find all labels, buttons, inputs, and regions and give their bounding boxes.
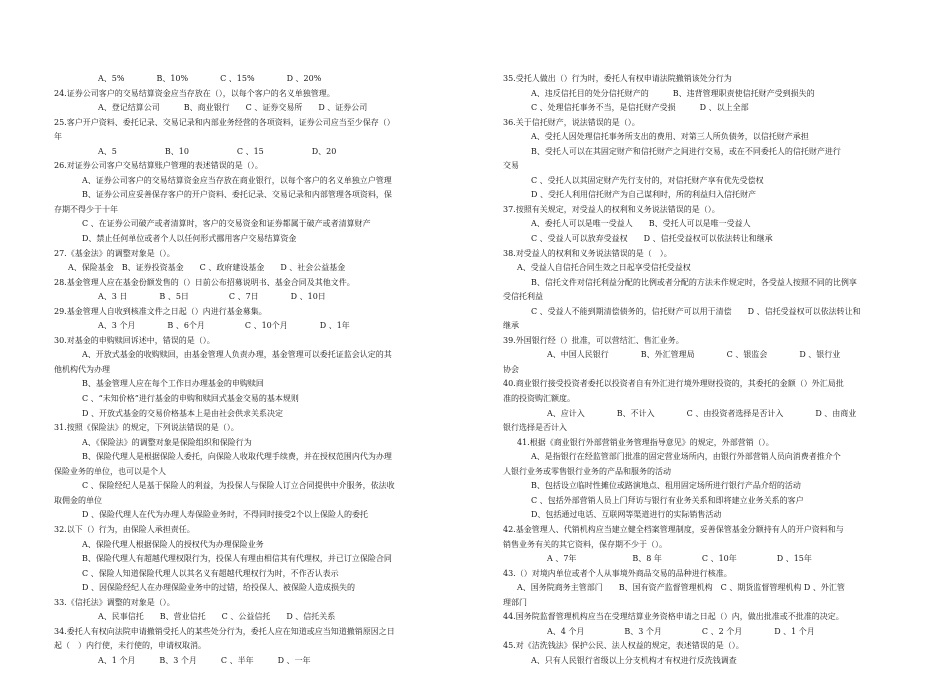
- text-line: 协会: [503, 364, 519, 374]
- text-line: 30.对基金的申购赎回诉述中，错误的是（）。: [54, 335, 215, 345]
- text-line: C 、包括外部营销人员上门拜访与银行有业务关系和即将建立业务关系的客户: [531, 495, 804, 505]
- text-line: C 、保险经纪人是基于保险人的利益，为投保人与保险人订立合同提供中介服务，依法收: [82, 481, 395, 491]
- text-line: 27.《基金法》的调整对象是（）。: [54, 248, 175, 258]
- text-line: A、中国人民银行 B、外汇管理局 C 、银监会 D 、银行业: [547, 350, 841, 360]
- left-column: [54, 72, 459, 668]
- text-line: 交易: [503, 161, 519, 171]
- text-line: 理部门: [503, 597, 527, 607]
- text-line: D 、受托人利用信托财产为自己谋利时，所的利益归入信托财产: [531, 190, 756, 200]
- text-line: A、登记结算公司 B、商业银行 C 、证券交易所 D 、证券公司: [98, 103, 368, 113]
- text-line: A、民事信托 B、营业信托 C 、公益信托 D 、信托关系: [98, 612, 336, 622]
- text-line: 年: [54, 132, 62, 142]
- text-line: B、信托文件对信托利益分配的比例或者分配的方法未作规定时，各受益人按照不同的比例享: [531, 277, 857, 287]
- text-line: A、应计入 B、不计入 C 、由投资者选择是否计入 D 、由商业: [547, 408, 857, 418]
- text-line: 41.根据《商业银行外部营销业务管理指导意见》的规定，外部营销（）。: [517, 437, 774, 447]
- text-line: 他机构代为办理: [54, 364, 110, 374]
- text-line: A、是指银行在经监管部门批准的固定营业场所内，由银行外部营销人员向消费者推介个: [531, 452, 841, 462]
- text-line: 起（ ）内行使，未行使的，申请权取消。: [54, 641, 206, 651]
- text-line: B、保险代理人有超越代理权限行为，投保人有理由相信其有代理权，并已订立保险合同: [82, 554, 392, 564]
- text-line: 25.客户开户资料、委托记录、交易记录和内部业务经营的各项资料，证券公司应当至少保存（）: [54, 117, 395, 127]
- text-line: B、包括设立临时性摊位或路演地点、租用固定场所进行银行产品介绍的活动: [531, 481, 801, 491]
- text-line: C 、受托人以其固定财产先行支付的，对信托财产享有优先受偿权: [531, 175, 764, 185]
- text-line: 银行选择是否计入: [503, 423, 567, 433]
- text-line: 32.以下（）行为，由保险人承担责任。: [54, 524, 195, 534]
- text-line: 37.按照有关规定，对受益人的权利和义务说法错误的是（）。: [503, 204, 720, 214]
- text-line: B、保险代理人是根据保险人委托，向保险人收取代理手续费，并在授权范围内代为办理: [82, 452, 392, 462]
- text-line: 准的投资购汇额度。: [503, 394, 575, 404]
- text-line: A、只有人民银行省级以上分支机构才有权进行反洗钱调查: [531, 655, 737, 665]
- text-line: A、3 个月 B 、6个月 C 、10个月 D 、1年: [98, 321, 350, 331]
- text-line: A、违反信托目的处分信托财产的 B、违背管理职责使信托财产受到损失的: [531, 88, 815, 98]
- text-line: D、包括通过电话、互联网等渠道进行的实际销售活动: [531, 510, 722, 520]
- text-line: A、国务院商务主管部门 B、国有资产监督管理机构 C 、期货监督管理机构 D 、外汇管: [517, 583, 845, 593]
- text-line: 38.对受益人的权利和义务说法错误的是（ ）。: [503, 248, 672, 258]
- right-column: [503, 72, 903, 668]
- text-line: A、受益人自信托合同生效之日起享受信托受益权: [517, 263, 691, 273]
- text-line: A、委托人可以是唯一受益人 B、受托人可以是唯一受益人: [531, 219, 751, 229]
- text-line: C 、受益人可以放弃受益权 D 、信托受益权可以依法转让和继承: [531, 234, 773, 244]
- text-line: D 、因保险经纪人在办理保险业务中的过错，给投保人、被保险人造成损失的: [82, 583, 355, 593]
- text-line: A、5 B、10 C 、15 D、20: [98, 146, 337, 156]
- text-line: 26.对证券公司客户交易结算账户管理的表述错误的是（）。: [54, 161, 263, 171]
- text-line: D、禁止任何单位或者个人以任何形式挪用客户交易结算资金: [82, 234, 297, 244]
- text-line: 44.国务院监督管理机构应当在受理结算业务资格申请之日起（）内，做出批准或不批准的决定。: [503, 612, 844, 622]
- text-line: 33.《信托法》调整的对象是（）。: [54, 597, 175, 607]
- text-line: 40.商业银行接受投资者委托以投资者自有外汇进行境外理财投资的，其委托的金额（）外汇局批: [503, 379, 844, 389]
- text-line: A、保险代理人根据保险人的授权代为办理保险业务: [82, 539, 264, 549]
- text-line: 受信托利益: [503, 292, 543, 302]
- text-line: A、5% B、10% C 、15% D 、20%: [98, 74, 322, 83]
- text-line: 34.委托人有权向法院申请撤销受托人的某些处分行为，委托人应在知道或应当知道撤销原因之日: [54, 626, 395, 636]
- text-line: B、受托人可以在其固定财产和信托财产之间进行交易，或在不同委托人的信托财产进行: [531, 146, 841, 156]
- text-line: A、4 个月 B、3 个月 C 、2 个月 D 、1 个月: [547, 626, 815, 636]
- text-line: 存期不得少于十年: [54, 204, 118, 214]
- text-line: A、证券公司客户的交易结算资金应当存放在商业银行，以每个客户的名义单独立户管理: [82, 175, 392, 185]
- text-line: 28.基金管理人应在基金份额发售的（）日前公布招募说明书、基金合同及其他文件。: [54, 277, 355, 287]
- text-line: C 、“未知价格”进行基金的申购和赎回式基金交易的基本规则: [82, 394, 299, 404]
- text-line: 取佣金的单位: [54, 495, 102, 505]
- text-line: D 、开放式基金的交易价格基本上是由社会供求关系决定: [82, 408, 283, 418]
- text-line: 24.证券公司客户的交易结算资金应当存放在（），以每个客户的名义单独管理。: [54, 88, 335, 98]
- text-line: 39.外国银行经（）批准，可以营结汇、售汇业务。: [503, 335, 684, 345]
- text-line: D 、保险代理人在代为办理人寿保险业务时，不得同时接受2个以上保险人的委托: [82, 510, 369, 520]
- text-line: C 、保险人知道保险代理人以其名义有超越代理权行为时，不作否认表示: [82, 568, 339, 578]
- text-line: C 、在证券公司破产或者清算时，客户的交易资金和证券都属于破产或者清算财产: [82, 219, 371, 229]
- text-line: A、《保险法》的调整对象是保险组织和保险行为: [82, 437, 252, 447]
- text-line: A、1 个月 B、3 个月 C 、半年 D 、一年: [98, 655, 311, 665]
- text-line: A、受托人因处理信托事务所支出的费用、对第三人所负债务，以信托财产承担: [531, 132, 809, 142]
- text-line: C 、受益人不能到期清偿债务的，信托财产可以用于清偿 D 、信托受益权可以依法转让和: [531, 306, 861, 316]
- text-line: 保险业务的单位，也可以是个人: [54, 466, 166, 476]
- text-line: 42.基金管理人、代销机构应当建立健全档案管理制度，妥善保管基金分额持有人的开户资料和与: [503, 524, 844, 534]
- text-line: 人银行业务或零售银行业务的产品和服务的活动: [503, 466, 671, 476]
- text-line: C 、处理信托事务不当，是信托财产受损 D 、以上全部: [531, 103, 749, 113]
- text-line: A、3 日 B 、5日 C 、7日 D 、10日: [98, 292, 326, 302]
- text-line: 销售业务有关的其它资料，保存期不少于（）。: [503, 539, 667, 549]
- text-line: 43.（）对境内单位或者个人从事境外商品交易的品种进行核准。: [503, 568, 732, 578]
- text-line: 36.关于信托财产，说法错误的是（）。: [503, 117, 640, 127]
- text-line: 继承: [503, 321, 519, 331]
- text-line: 45.对《洁洗钱法》保护公民、法人权益的规定，表述错误的是（）。: [503, 641, 744, 651]
- text-line: 35.受托人做出（）行为时，委托人有权申请法院撤销该处分行为: [503, 74, 732, 83]
- text-line: A、保险基金 B、证券投资基金 C 、政府建设基金 D 、社会公益基金: [68, 263, 346, 273]
- text-line: 29.基金管理人自收到核准文件之日起（）内进行基金募集。: [54, 306, 267, 316]
- text-line: 31.按照《保险法》的规定，下列说法错误的是（）。: [54, 423, 239, 433]
- text-line: A 、7年 B、8 年 C 、10年 D 、15年: [547, 554, 812, 564]
- text-line: B、证券公司应妥善保存客户的开户资料、委托记录、交易记录和内部管理各项资料，保: [82, 190, 392, 200]
- text-line: B、基金管理人应在每个工作日办理基金的申购赎回: [82, 379, 264, 389]
- text-line: A、开放式基金的收购赎回，由基金管理人负责办理，基金管理可以委托证监会认定的其: [82, 350, 392, 360]
